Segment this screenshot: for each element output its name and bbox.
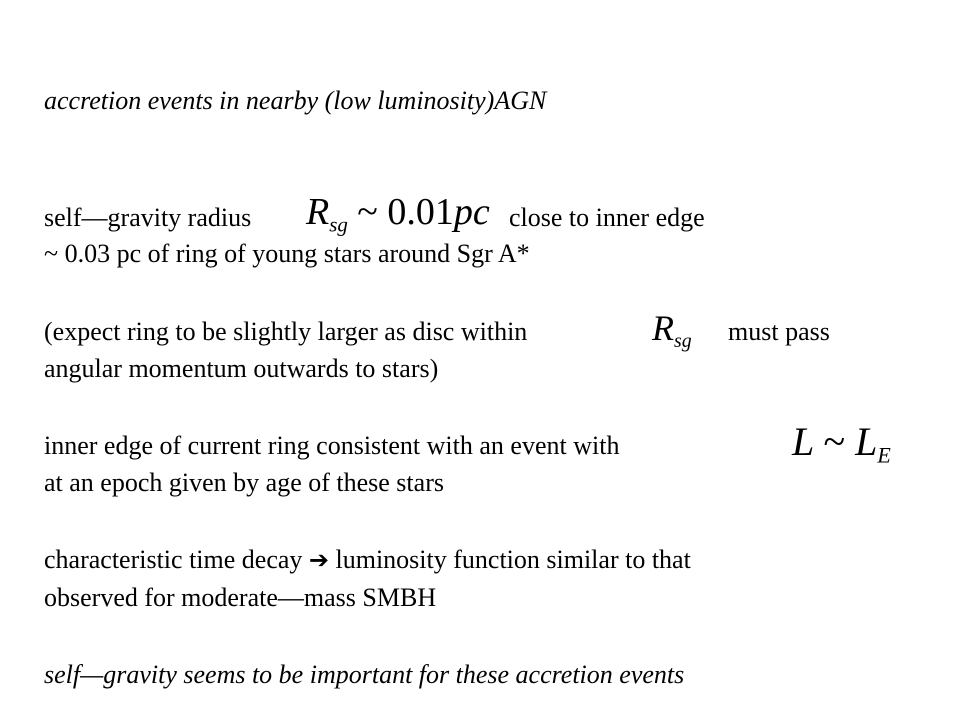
lum-sim: ~ xyxy=(823,419,846,464)
rsg-subscript: sg xyxy=(329,212,348,237)
lum-symbol: L xyxy=(792,419,814,464)
lum-subscript: E xyxy=(877,442,891,468)
rsg2-subscript: sg xyxy=(674,329,692,352)
luminosity-equation xyxy=(792,420,891,478)
rsg-unit: pc xyxy=(453,191,490,233)
epoch-text: at an epoch given by age of these stars xyxy=(44,468,444,497)
slide-heading: accretion events in nearby (low luminosity)AGN xyxy=(44,86,547,115)
moderate-mass-text: observed for moderate—mass SMBH xyxy=(44,583,437,612)
rsg-symbol: R xyxy=(306,191,330,233)
close-to-inner-edge-text: close to inner edge xyxy=(509,203,705,232)
expect-ring-text: (expect ring to be slightly larger as disc within xyxy=(44,317,528,346)
angular-momentum-text: angular momentum outwards to stars) xyxy=(44,354,439,383)
conclusion-text: self—gravity seems to be important for these accretion events xyxy=(44,660,685,689)
rsg-symbol-inline xyxy=(652,308,692,361)
ring-distance-text: ~ 0.03 pc of ring of young stars around Sgr A* xyxy=(44,239,530,268)
rsg2-symbol: R xyxy=(652,308,674,348)
rsg-equation xyxy=(306,192,490,244)
luminosity-function-text: luminosity function similar to that xyxy=(335,545,691,574)
time-decay-line xyxy=(44,545,691,575)
lum-eddington-symbol: L xyxy=(855,419,878,464)
time-decay-text: characteristic time decay xyxy=(44,545,303,574)
right-arrow-icon: ➔ xyxy=(308,546,330,574)
rsg-value: ~ 0.01 xyxy=(357,191,454,233)
must-pass-text: must pass xyxy=(728,317,830,346)
inner-edge-text: inner edge of current ring consistent with an event with xyxy=(44,431,620,460)
self-gravity-radius-text: self—gravity radius xyxy=(44,203,252,232)
